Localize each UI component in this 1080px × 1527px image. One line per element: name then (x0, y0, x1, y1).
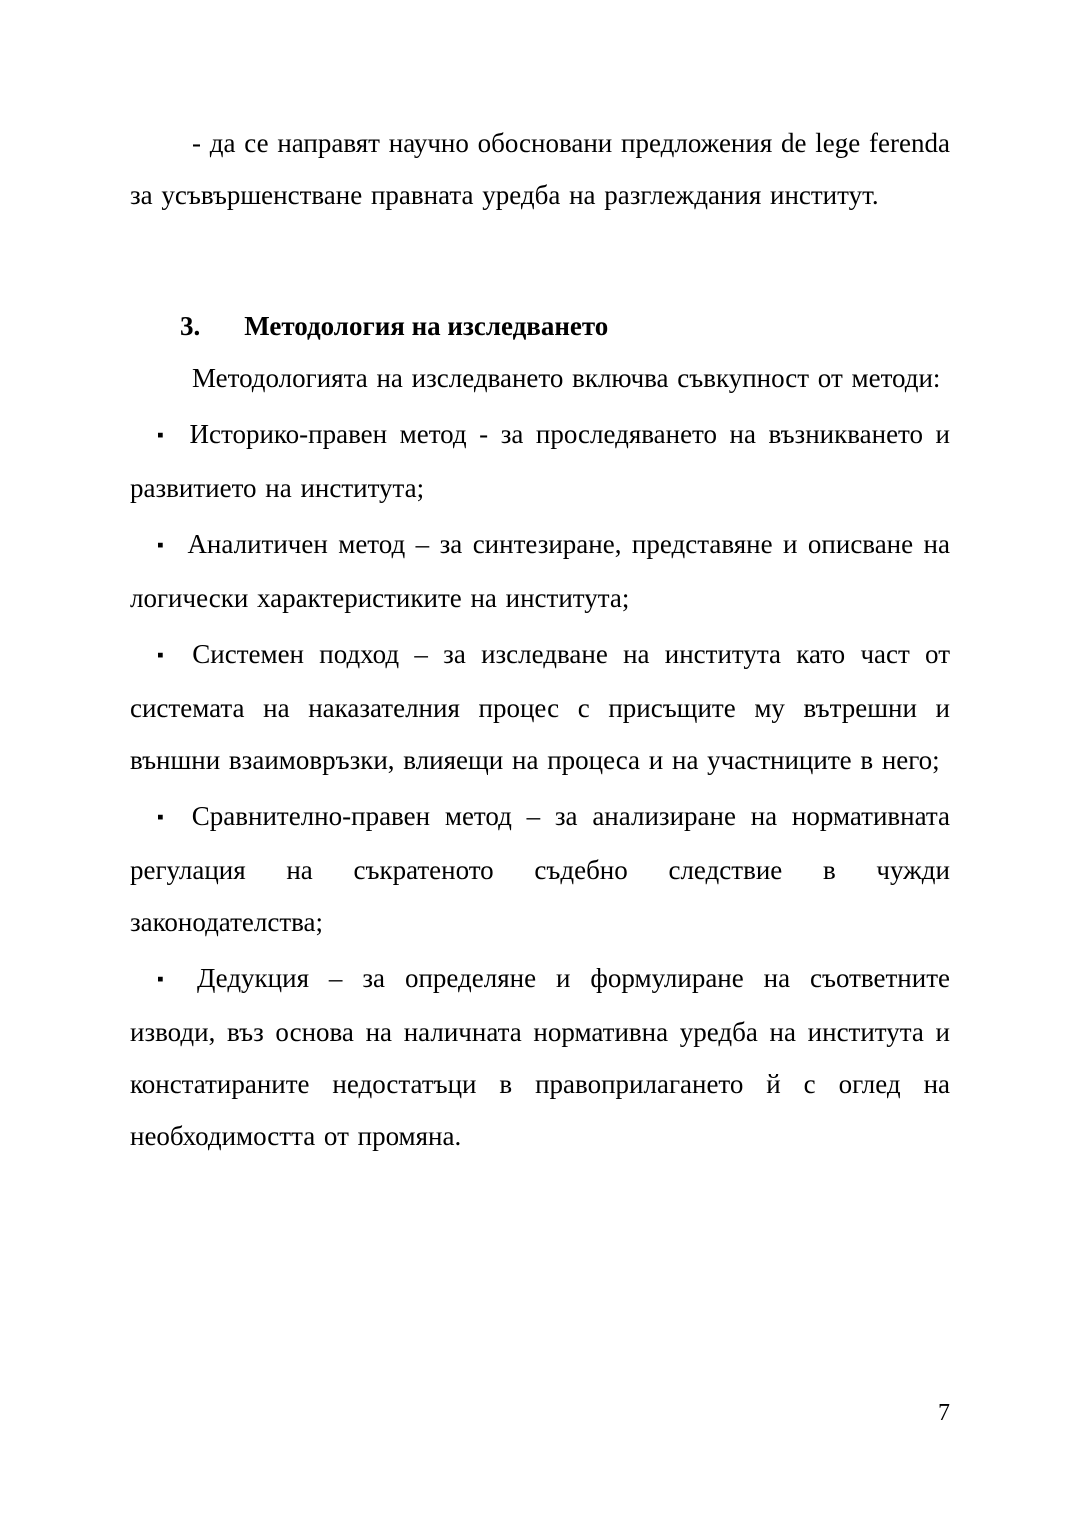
section-title: Методология на изследването (244, 311, 609, 341)
square-bullet-icon: ▪ (157, 969, 175, 990)
list-item-text: Дедукция – за определяне и формулиране на съответните изводи, въз основа на наличната нормативна уредба на института и констатираните недостатъци в правоприлагането й с оглед на необходимостта от промяна. (130, 963, 950, 1151)
square-bullet-icon: ▪ (157, 645, 171, 666)
list-item-text: Системен подход – за изследване на института като част от системата на наказателния процес с присъщите му вътрешни и външни взаимовръзки, влияещи на процеса и на участниците в него; (130, 639, 950, 775)
square-bullet-icon: ▪ (157, 535, 166, 556)
page-number: 7 (938, 1400, 950, 1426)
list-item (130, 790, 950, 948)
list-item-text: Аналитичен метод – за синтезиране, представяне и описване на логически характеристиките на института; (130, 529, 950, 613)
list-item (130, 518, 950, 624)
list-item (130, 952, 950, 1162)
document-body (130, 117, 950, 1162)
list-item-text: Сравнително-правен метод – за анализиране на нормативната регулация на съкратеното съдебно следствие в чужди законодателства; (130, 801, 950, 937)
section-number: 3. (180, 311, 201, 341)
square-bullet-icon: ▪ (157, 807, 170, 828)
section-heading (180, 300, 950, 352)
square-bullet-icon: ▪ (157, 425, 168, 446)
methodology-paragraph: Методологията на изследването включва съвкупност от методи: (192, 363, 941, 393)
list-item (130, 408, 950, 514)
intro-paragraph: - да се направят научно обосновани предложения de lege ferenda за усъвършенстване правната уредба на разглеждания институт. (130, 128, 950, 210)
list-item-text: Историко-правен метод - за проследяването на възникването и развитието на института; (130, 419, 950, 503)
list-item (130, 628, 950, 786)
